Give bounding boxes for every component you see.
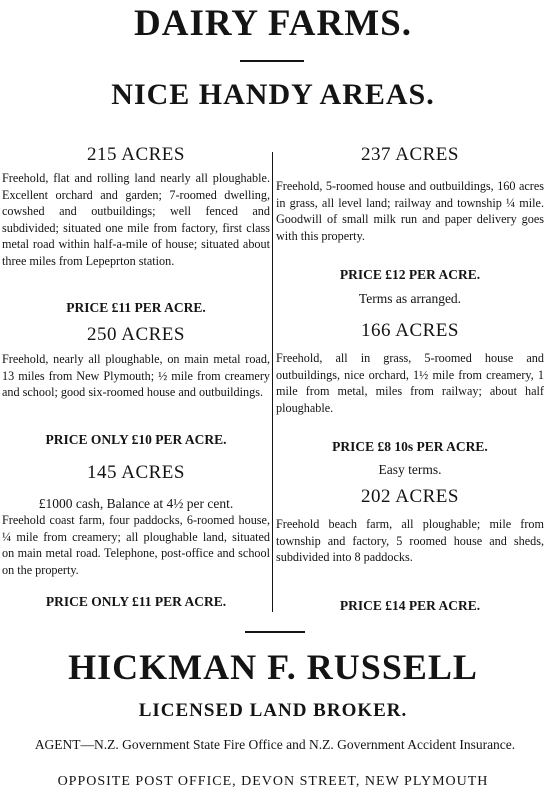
listing-acres: 237 ACRES [361, 144, 459, 165]
listing-description: Freehold, 5-roomed house and outbuildings, 160 acres in grass, all level land; railway and township ¼ mile. Goodwill of small milk run and paper delivery goes with this property. [276, 179, 544, 243]
listing-price: PRICE £14 PER ACRE. [339, 598, 481, 613]
divider [240, 60, 304, 62]
listing-description: Freehold, flat and rolling land nearly all ploughable. Excellent orchard and garden; 7-roomed dwelling, cowshed and outbuildings; well fenced and subdivided; situated one mile from factory, first class metal road within half-a-mile of house; situated about three miles from Lepeprton station. [2, 171, 270, 268]
office-address: OPPOSITE POST OFFICE, DEVON STREET, NEW PLYMOUTH [57, 774, 489, 789]
listing-description: Freehold coast farm, four paddocks, 6-roomed house, ¼ mile from creamery; all ploughable land, situated on main metal road. Telephone, post-office and school on the property. [2, 513, 270, 577]
listing-price: PRICE £12 PER ACRE. [339, 267, 481, 282]
divider [245, 631, 305, 633]
page-subtitle: NICE HANDY AREAS. [111, 78, 435, 111]
listing-price: PRICE £11 PER ACRE. [66, 300, 206, 315]
listing-price: PRICE ONLY £10 PER ACRE. [45, 432, 227, 447]
listing-terms: Easy terms. [378, 462, 442, 477]
listing-price: PRICE ONLY £11 PER ACRE. [45, 594, 227, 609]
listing-description: Freehold, all in grass, 5-roomed house and outbuildings, nice orchard, 1½ mile from creamery, 1 mile from metal, miles from railway; about half ploughable. [276, 351, 544, 415]
listing-acres: 202 ACRES [361, 486, 459, 507]
listing-description: Freehold beach farm, all ploughable; mile from township and factory, 5 roomed house and sheds, subdivided into 8 paddocks. [276, 517, 544, 564]
listing-description: Freehold, nearly all ploughable, on main metal road, 13 miles from New Plymouth; ½ mile from creamery and school; good six-roomed house and outbuildings. [2, 352, 270, 399]
agent-name: HICKMAN F. RUSSELL [68, 647, 478, 687]
column-divider [272, 152, 273, 612]
listing-terms: Terms as arranged. [358, 291, 462, 306]
listing-terms: £1000 cash, Balance at 4½ per cent. [38, 496, 234, 511]
agent-title: LICENSED LAND BROKER. [138, 700, 408, 721]
listing-acres: 215 ACRES [87, 144, 185, 165]
page-title: DAIRY FARMS. [134, 3, 412, 44]
listing-acres: 250 ACRES [87, 324, 185, 345]
agent-details: AGENT—N.Z. Government State Fire Office and N.Z. Government Accident Insurance. [34, 737, 516, 752]
listing-price: PRICE £8 10s PER ACRE. [332, 439, 488, 454]
listing-acres: 145 ACRES [87, 462, 185, 483]
listing-acres: 166 ACRES [361, 320, 459, 341]
